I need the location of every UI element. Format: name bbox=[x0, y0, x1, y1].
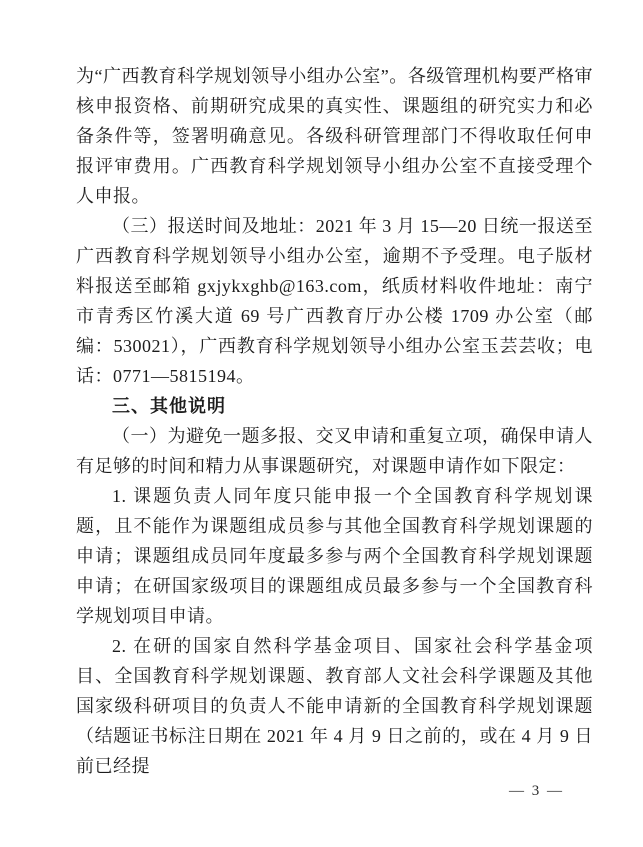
page-number: — 3 — bbox=[509, 783, 564, 799]
paragraph-submission-time-address: （三）报送时间及地址：2021 年 3 月 15—20 日统一报送至广西教育科学规划领导小组办公室，逾期不予受理。电子版材料报送至邮箱 gxjykxghb@163.com，纸质材料收件地址：南宁市青秀区竹溪大道 69 号广西教育厅办公楼 1709 办公室（邮编：530021），广西教育科学规划领导小组办公室玉芸芸收；电话：0771—5815194。 bbox=[76, 216, 593, 386]
document-body bbox=[76, 61, 593, 781]
paragraph-rule-2: 2. 在研的国家自然科学基金项目、国家社会科学基金项目、全国教育科学规划课题、教育部人文社会科学课题及其他国家级科研项目的负责人不能申请新的全国教育科学规划课题（结题证书标注日期在 2021 年 4 月 9 日之前的，或在 4 月 9 日前已经提 bbox=[76, 636, 593, 776]
paragraph-continuation: 为“广西教育科学规划领导小组办公室”。各级管理机构要严格审核申报资格、前期研究成果的真实性、课题组的研究实力和必备条件等，签署明确意见。各级科研管理部门不得收取任何申报评审费用。广西教育科学规划领导小组办公室不直接受理个人申报。 bbox=[76, 66, 593, 206]
section-heading-other-notes: 三、其他说明 bbox=[112, 396, 226, 416]
paragraph-rule-1: 1. 课题负责人同年度只能申报一个全国教育科学规划课题，且不能作为课题组成员参与其他全国教育科学规划课题的申请；课题组成员同年度最多参与两个全国教育科学规划课题申请；在研国家级项目的课题组成员最多参与一个全国教育科学规划项目申请。 bbox=[76, 486, 593, 626]
paragraph-restriction-intro: （一）为避免一题多报、交叉申请和重复立项，确保申请人有足够的时间和精力从事课题研究，对课题申请作如下限定： bbox=[76, 426, 593, 476]
